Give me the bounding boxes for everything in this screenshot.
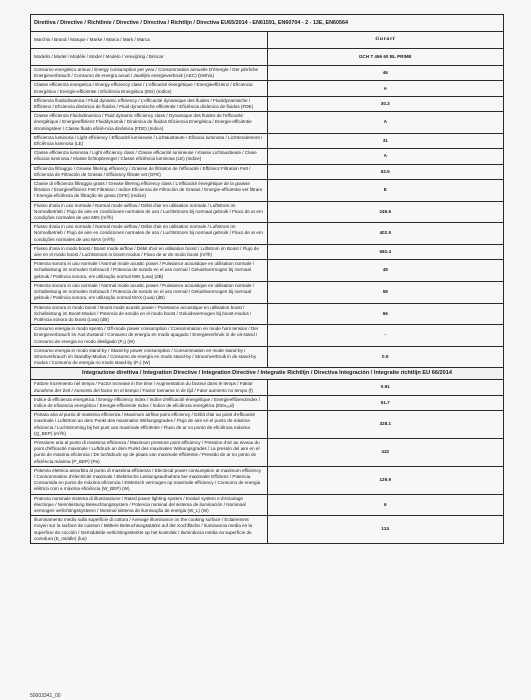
spec-label: Efficienza filtraggio / Grease filtering efficiency / Graisse de filtration de l'efficacité / Effizienz Filtration Fett / Eficiencia de Filtración de Grasas / Efficiency filtrate vet (GFE) [31,164,268,179]
spec-row [31,149,504,164]
spec-value: 62.5 [267,164,504,179]
spec-value: 124 [267,516,504,544]
spec-row [31,346,504,368]
integration-spec-row [31,494,504,516]
spec-row [31,66,504,81]
spec-label: Consumo energetico annuo / Energy consumption per year / Consommation annuelle D'énergie / Der jahrliche Energieverbrauch / Consumo de energía anual / Jaarlijks energieverbruik (AEC) (kWh/a) [31,66,268,81]
spec-row [31,81,504,96]
spec-value: 51.7 [267,395,504,410]
integration-directive-title: Integrazione direttiva / Integration Directive / Integration Directive / Integratie Richtlijn / Directiva Integración / Integratie richtlijn EU 66/2014 [31,368,504,380]
spec-value: 328.1 [267,411,504,439]
spec-row [31,96,504,111]
spec-value: 58 [267,281,504,303]
spec-value: 0.5 [267,346,504,368]
integration-spec-row [31,466,504,494]
spec-label: Classe efficienza energetica / Energy efficiency class / L'efficacité énergétique / Energieeffizienz / Eficiencia Energética / Energie-efficiëntie / Eficiência Energética (EEI) (Indice) [31,81,268,96]
integration-spec-row [31,380,504,395]
spec-label: Pressione aria al punto di massima efficienza / Maximum pressure point efficiency / Pression d'air au niveau du point d'efficacité maximale / Luftdruck an dem Punkt des maximalen Wirkungsgrades / La presión del aire en el punto de máxima eficiencia / De luchtdruck op de plaats van maximale efficiëntie / Pressão de ar no ponto de eficiência máxima (P_BEP) (Pa) [31,438,268,466]
spec-label: Efficienza fluidodinamica / Fluid dynamic efficiency / L'efficacité dynamique des fluides / Fluiddynamische / Effizienz / Eficiencia dinámica de fluidos / Fluid dynamische efficiëntie / Eficiência dinâmica de fluidos (FDE) [31,96,268,111]
spec-row [31,112,504,134]
integration-spec-row [31,411,504,439]
brand-row [31,32,504,49]
spec-label: Potenza sonora in modo boost / Boost mode acustic power / Puissance acoustique en utilisation boost / Schalleistung im Boost-Modus / Potencia de sonido en el modo boost / Geluidsvermogen bij boost-modus / Potência sonora do boost (Lwa) (dB) [31,303,268,325]
spec-value: 6 [267,494,504,516]
spec-label: Illuminamento medio sulla superficie di cottura / Average illuminance on the cooking surface / Éclairement moyen sur la surface de cuisson / Mittlere Beleuchtungsstärke auf der Kochfläche / Iluminancia media en la superficie de cocción / Gemiddelde verlichtingssterkte op het kookvlak / Iluminância média na superfície de cozedura (E_middle) (lux) [31,516,268,544]
spec-value: 46 [267,66,504,81]
directive-title: Direttiva / Directive / Richtlinie / Directive / Directiva / Richtlijn / Directiva EU65/2014 - EN61591, EN60704 - 2 - 13E, EN60564 [31,15,504,32]
spec-label: Classe efficienza Fluidodinamica / Fluid dynamic efficiency class / Dynamique des fluides de l'efficacité énergétique / Energieeffizienz Fluiddynamik / Dinámica de fluidos Eficiencia Energética / Energie-efficiëntie stromingsleer / Classe fluido eficiê-ncia dinâmica (FDE) (Indice) [31,112,268,134]
spec-value: - [267,325,504,347]
brand-logo: Gurari [267,32,504,49]
spec-label: Potenza sonora in uso normale / Normal mode acustic power / Puissance acoustique en utilisation normale / Schalleistung im normalen Gebrauch / Potencia de sonido en el uso normal / Geluidsvermogen bij normaal gebruik / Potência sonora, em utilização normal MIN (Lwa) (dB) [31,260,268,282]
spec-label: Flusso d'aria in uso normale / Normal mode airflow / Débit d'air en utilisation normale / Luftstrom im Normalbetrieb / Flujo de aire en condiciones normales de uso / Luchtstroom bij normaal gebruik / Fluxo de ar em condições normales de uso MIN (m³/h) [31,201,268,223]
spec-label: Consumo energia in modo spento / Off-mode power consumption / Consommation en mode hors tension / Der Energieverbrauch im Aus-Zustand / Consumo de energía en modo apagado / Energieverbruik in de uit-stand / Consumo de energia no modo desligado (P₀) (W) [31,325,268,347]
document-code: 50003341_00 [30,693,61,699]
spec-value: 245.6 [267,201,504,223]
spec-label: Classe di efficienza filtraggio grass / Grease filtering efficiency class / L'efficacité énergétique de la graisse filtration / Energieeffizienz Fett Filtration / Indice Eficiencia de Filtración de Grasas / Energie-efficiëntie vet filtrare / Energia eficiência de filtração de grasa (GFE) (Indice) [31,180,268,202]
spec-value: 30.3 [267,96,504,111]
spec-label: Potenza elettrica assorbita al punto di massima efficienza / Electrical power consumption at maximum efficiency / Consommation d'électricité maximale / Elektrische Leistungsaufnahme bei maximaler Effizienz / Potencia Consumida en punto de máxima eficiencia / Elektrisch vermogen op maximale efficiency / Consumo de energia elétrica com a máxima eficiência (W_BEP) (W) [31,466,268,494]
spec-row [31,281,504,303]
spec-value: 0.91 [267,380,504,395]
spec-label: Potenza nominale sistema di illuminazione / Rated power lighting system / Evalué system e d'éclairage électrique / Nennleistung Beleuchtungssystem / Potencia nominal del sistema de iluminación / Nominaal vermogen verlichtingssysteem / Nominal sistema de iluminação de energia (W_L) (W) [31,494,268,516]
spec-label: Efficienza luminosa / Light efficiency / Efficacité lumineuse / Lichtausbeute / Eficacia luminosa / Lichtrendement / Eficiência luminosa (LE) [31,133,268,148]
spec-row [31,201,504,223]
integration-spec-row [31,438,504,466]
directive-header-row [31,15,504,32]
model-row [31,49,504,66]
spec-value: 31 [267,133,504,148]
spec-row [31,260,504,282]
spec-label: Indice di efficienza energetica / Energy efficiency Index / Indice d'efficacité énergétique / Energieeffizienzindex / Indice de eficiencia energética / Energie-efficiëntie Index / Índice de eficiência energética (EEIₕₒₒd) [31,395,268,410]
spec-label: Fattore Incremento nel tempo / Factor Increase in the time / Augmentation du facteur dans le temps / Faktor Zunahme der Zeit / Aumento del factor en el tiempo / Factor toename in de tijd / Fator aumento no tempo (f) [31,380,268,395]
spec-row [31,244,504,259]
spec-label: Flusso d'aria in uso normale / Normal mode airflow / Débit d'air en utilisation normale / Luftstrom im Normalbetrieb / Flujo de aire en condiciones normales de uso / Luchtstroom bij normaal gebruik / Fluxo de ar em condições normales de uso MAX (m³/h) [31,223,268,245]
integration-directive-header-row [31,368,504,380]
spec-label: Flusso d'aria in modo boost / Boost mode airflow / Débit d'air en utilisation boost / Luftstrom im Boost / Flujo de aire en el modo boost / Luchtstroom in boost-modus / Fluxo de ar de modo boost (m³/h) [31,244,268,259]
spec-row [31,223,504,245]
spec-value: 402.5 [267,223,504,245]
spec-value: E [267,180,504,202]
model-label: Modello / Model / Modèle / Model / Modelo / Verwijzing / Brincar [31,49,268,66]
spec-value: A [267,149,504,164]
spec-row [31,303,504,325]
spec-row [31,133,504,148]
integration-spec-row [31,395,504,410]
spec-row [31,180,504,202]
spec-value: 129.9 [267,466,504,494]
spec-label: Classe efficienza luminosa / Light efficiency class / Classe efficacité lumineuse / Klasse Lichtausbeute / Clase eficacia luminosa / Klasse lichtopbrengst / Classe eficiência luminosa (LE) (Indice) [31,149,268,164]
spec-value: 682.4 [267,244,504,259]
brand-label: Marchio / Brand / Marque / Marke / Marca / Mark / Marca [31,32,268,49]
spec-row [31,325,504,347]
model-value: GCH T 466 60 BL PRIME [267,49,504,66]
spec-value: A [267,81,504,96]
integration-spec-row [31,516,504,544]
specification-table [30,14,504,544]
spec-value: 49 [267,260,504,282]
spec-label: Potenza sonora in uso normale / Normal mode acustic power / Puissance acoustique en utilisation normale / Schalleistung im normalen Gebrauch / Potencia de sonido en el uso normal / Geluidsvermogen bij normaal gebruik / Potência sonora, em utilização normal MAX (Lwa) (dB) [31,281,268,303]
spec-value: 432 [267,438,504,466]
spec-value: 66 [267,303,504,325]
spec-row [31,164,504,179]
spec-value: A [267,112,504,134]
spec-label: Portata aria al punto di massima efficienza / Maximum airflow point efficiency / Débit d'air au point d'efficacité maximale / Luftstrom an dem Punkt des maximalen Wirkungsgrades / Flujo de aire en el punto de máxima eficiencia / Luchtstroming bij het punt van maximale efficiëntie / Fluxo de ar no ponto de eficiência máxima (Q_BEP) (m³/h) [31,411,268,439]
spec-label: Consumo energia in modo stand-by / Stand-by power consumption / Consommation en mode stand-by / Stromverbrauch im Standby-Modus / Consumo de energía en modo stand-by / Stroomverbruik in de stand-by modus / Consumo de energia no modo stand-by (Pₛ) (W) [31,346,268,368]
